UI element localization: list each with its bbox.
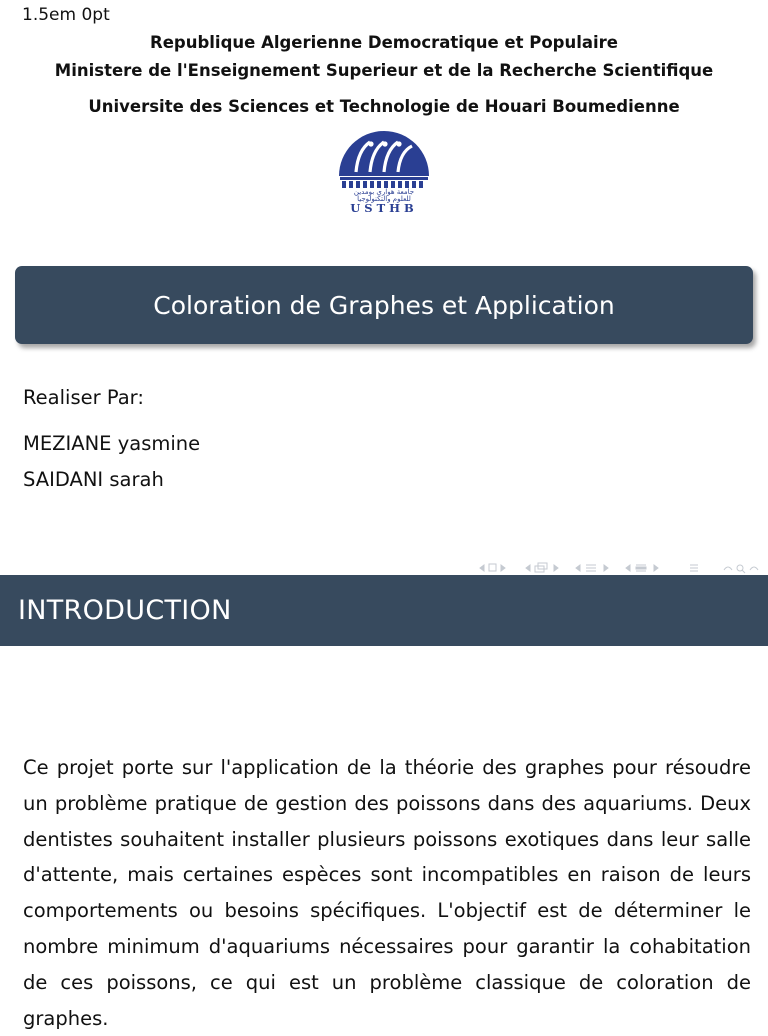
logo-arabic-line2: للعلوم والتكنولوجيا <box>357 195 411 203</box>
nav-back-icon[interactable] <box>724 567 732 570</box>
introduction-banner <box>0 575 768 646</box>
nav-prev-section-icon[interactable] <box>576 565 580 571</box>
nav-next-section-icon[interactable] <box>604 565 608 571</box>
nav-forward-icon[interactable] <box>750 567 758 570</box>
nav-prev-document-icon[interactable] <box>626 565 630 571</box>
beamer-navigation <box>478 560 766 574</box>
nav-frame-icon[interactable] <box>489 564 496 571</box>
usthb-logo <box>334 128 434 214</box>
title-banner <box>15 266 753 344</box>
author-1-firstname: yasmine <box>117 432 201 455</box>
nav-next-document-icon[interactable] <box>654 565 658 571</box>
nav-document-icon[interactable] <box>636 565 646 571</box>
author-1 <box>23 432 200 455</box>
author-1-surname: MEZIANE <box>23 432 112 455</box>
realised-by-label: Realiser Par: <box>23 386 144 409</box>
ministry-heading: Ministere de l'Enseignement Superieur et de la Recherche Scientifique <box>54 61 714 80</box>
stray-text: 1.5em 0pt <box>22 5 110 25</box>
nav-prev-slide-icon[interactable] <box>480 565 484 571</box>
nav-section-icon[interactable] <box>586 565 596 571</box>
introduction-paragraph: Ce projet porte sur l'application de la théorie des graphes pour résoudre un problème pratique de gestion des poissons dans des aquariums. Deux dentistes souhaitent installer plusieurs poissons exotiques dans leur salle d'attente, mais certaines espèces sont incompatibles en raison de leurs comportements ou besoins spécifiques. L'objectif est de déterminer le nombre minimum d'aquariums nécessaires pour garantir la cohabitation de ces poissons, ce qui est un problème classique de coloration de graphes. <box>23 756 751 1030</box>
nav-subsection-icon[interactable] <box>535 563 547 572</box>
author-2 <box>23 468 164 491</box>
nav-next-slide-icon[interactable] <box>501 565 505 571</box>
author-2-firstname: sarah <box>109 468 164 491</box>
nav-next-subsection-icon[interactable] <box>554 565 558 571</box>
presentation-title: Coloration de Graphes et Application <box>153 290 615 320</box>
republic-heading: Republique Algerienne Democratique et Populaire <box>150 33 618 52</box>
university-heading: Universite des Sciences et Technologie de Houari Boumedienne <box>88 97 680 116</box>
nav-appendix-icon[interactable] <box>690 565 698 571</box>
logo-arabic-line1: جامعة هواري بومدين <box>353 188 415 196</box>
logo-acronym: USTHB <box>350 201 418 214</box>
author-2-surname: SAIDANI <box>23 468 104 491</box>
nav-search-icon[interactable] <box>737 565 745 573</box>
nav-prev-subsection-icon[interactable] <box>526 565 530 571</box>
introduction-heading: INTRODUCTION <box>18 595 232 626</box>
